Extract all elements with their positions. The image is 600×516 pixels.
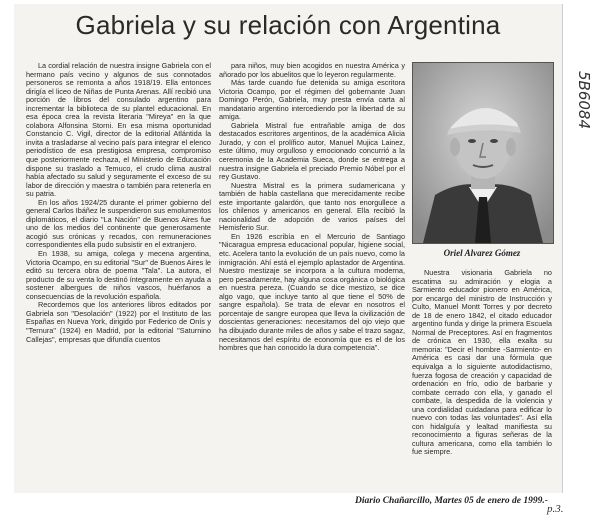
article-title: Gabriela y su relación con Argentina: [75, 10, 501, 40]
svg-text:5B6084: 5B6084: [575, 70, 593, 130]
paragraph: La cordial relación de nuestra insigne Gabriela con el hermano país vecino y algunos de sus connotados personeros se remonta a años 1918/19. Ella entonces dirigía el liceo de Niñas de Punta Arenas. Allí recibió una porción de libros del consulado argentino para incrementar la biblioteca de su plantel educacional. En esa época crea la revista literaria "Mireya" en la que colabora Alfonsina Storni. En esa misma oportunidad Constancio C. Vigil, director de la editorial Atlántida la invita a trasladarse al vecino país para integrar el elenco periodístico de esa prestigiosa empresa, compromiso que posteriormente rechaza, el Ministerio de Educación dispone su traslado a Temuco, el crudo clima austral había afectado su salud y seguramente el exceso de su labor de dirección y maestra o también para retenerla en su patria.: [26, 61, 211, 199]
author-photo: [412, 62, 554, 244]
portrait-image: [413, 63, 553, 243]
newspaper-clipping: [14, 4, 563, 493]
paragraph: En 1938, su amiga, colega y mecena argentina, Victoria Ocampo, en su editorial "Sur" de Buenos Aires le editó su tercera obra de poema "Tala". La autora, el producto de su venta lo destinó íntegramente en ayuda a sostener albergues de niños vascos, huérfanos a consecuencias de la revolución española.: [26, 249, 211, 301]
paragraph: Gabriela Mistral fue entrañable amiga de dos destacados escritores argentinos, de la académica Alicia Jurado, y con el prolífico autor, Manuel Mujica Lainez, este último, muy orgulloso y emocionado concurrió a la ceremonia de la Academia Sueca, donde se entrega a nuestra insigne Gabriela el preciado Premio Nóbel por el rey Gustavo.: [219, 120, 405, 182]
handwritten-page-number: p.3.: [547, 503, 564, 515]
paragraph: En los años 1924/25 durante el primer gobierno del general Carlos Ibáñez le suspendieron sus emolumentos diplomáticos, el diario "La Nación" de Buenos Aires fue uno de los medios del continente que generosamente acogió sus crónicas y recados, con remuneraciones correspondientes ella pudo subsistir en el extranjero.: [26, 197, 211, 250]
paragraph: Nuestra Mistral es la primera sudamericana y también de habla castellana que merecidamente recibe este importante galardón, que tanto nos enorgullece a los chilenos y americanos en general. Ella recibió la nacionalidad de adopción de varios países del Hemisferio Sur.: [219, 180, 405, 233]
paragraph: Más tarde cuando fue detenida su amiga escritora Victoria Ocampo, por el régimen del gobernante Juan Domingo Perón, Gabriela, muy presta envía carta al mandatario argentino intercediendo por la libertad de su amiga.: [219, 78, 405, 122]
photo-caption: Oriel Alvarez Gómez: [443, 248, 521, 258]
text-column-1: [26, 62, 211, 344]
paragraph: para niños, muy bien acogidos en nuestra América y añorado por los abuelitos que lo leyeron regularmente.: [219, 61, 405, 79]
publication-footer: Diario Chañarcillo, Martes 05 de enero de 1999.-: [355, 496, 548, 506]
paragraph: En 1926 escribía en el Mercurio de Santiago "Nicaragua empresa educacional popular, higiene social, etc. Acelera tanto la evolución de un país nuevo, como la inmigración. Ahí está el ejemplo aplastador de Argentina. Nuestro mestizaje se incorpora a la cultura moderna, pero pesadamente, hay alguna cosa orgánica o biológica en nuestra pereza. (Cuando se dice mestizo, se dice algo vago, que incluye tanto al que tiene el 50% de sangre española). Se trata de elevar en nosotros el porcentaje de sangre europea que lleva la civilización de doscientas generaciones: necesitamos del ojo viejo que ha dibujado durante miles de años y sabe el trazo sagaz, necesitamos del espíritu de economía que es el de los hombres que han conocido la dura competencia".: [219, 231, 405, 353]
text-column-2: [219, 62, 405, 353]
handwritten-id-annotation: [568, 40, 593, 160]
paragraph: Nuestra visionaria Gabriela no escatima su admiración y elogia a Sarmiento educador pionero en América, por encargo del ministro de Instrucción y Culto, Manuel Montt Torres y por decreto de 18 de enero 1842, el citado educador argentino funda y dirige la primera Escuela Normal de Preceptores. Así en fragmentos de crónica en 1930, ella exalta su memoria: "Decir el hombre -Sarmiento- en América es casi dar una fórmula que equivalga a lo siguiente autodidactismo, fuerza fogosa de creación y capacidad de ordenación en frío, odio de barbarie y combate cerrado con ella, y ganado el combate, la despedida de la violencia y una cordialidad cuidadana para edificar lo nuevo con todas las voluntades". Así ella con hidalguía y lealtad manifiesta su reconocimiento a figuras señeras de la cultura americana, como ella también lo fue siempre.: [412, 268, 552, 457]
text-column-3: [412, 269, 552, 457]
paragraph: Recordemos que los anteriores libros editados por Gabriela son "Desolación" (1922) por el Instituto de las Españas en Nueva York, dirigido por Federico de Onís y "Ternura" (1924) en Madrid, por la editorial "Saturnino Callejas", empresas que difundía cuentos: [26, 300, 211, 344]
